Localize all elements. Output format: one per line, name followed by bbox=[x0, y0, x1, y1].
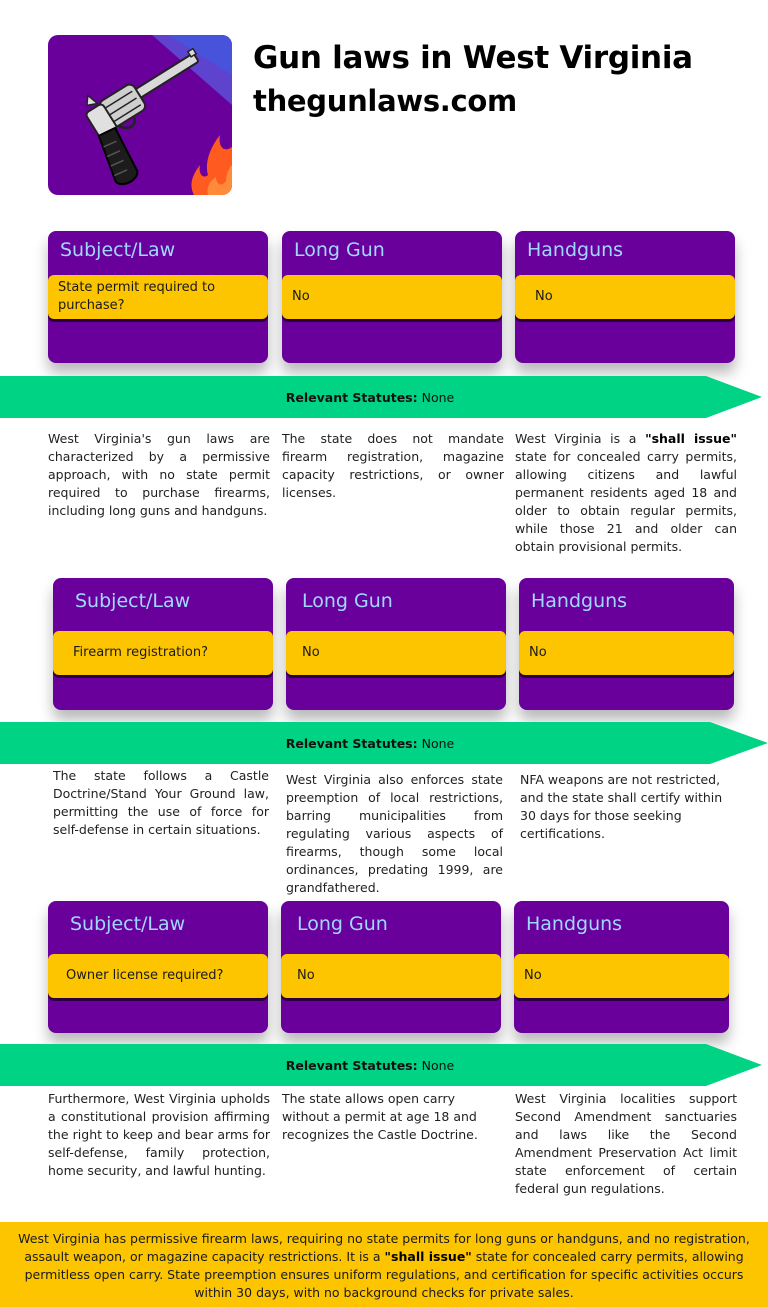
revolver-icon bbox=[48, 35, 232, 195]
card-long-gun bbox=[286, 578, 506, 710]
card-value: Owner license required? bbox=[48, 954, 268, 998]
card-header: Handguns bbox=[531, 590, 628, 612]
page-title: Gun laws in West Virginia bbox=[253, 40, 693, 76]
paragraph: The state follows a Castle Doctrine/Stand Your Ground law, permitting the use of force for self-defense in certain situations. bbox=[53, 768, 269, 837]
card-long-gun bbox=[282, 231, 502, 363]
card-subject-law bbox=[48, 901, 268, 1033]
statutes-label: Relevant Statutes: bbox=[285, 389, 418, 405]
card-header: Subject/Law bbox=[70, 913, 186, 935]
summary-footer: West Virginia has permissive firearm laws, requiring no state permits for long guns or handguns, and no registration, assault weapon, or magazine capacity restrictions. It is a "shall issue" state for concealed carry permits, allowing permitless open carry. State preemption ensures uniform regulations, and certification for specific activities occurs within 30 days, with no background checks for private sales. bbox=[0, 1222, 768, 1307]
card-header: Handguns bbox=[526, 913, 623, 935]
paragraph: Furthermore, West Virginia upholds a constitutional provision affirming the right to keep and bear arms for self-defense, family protection, home security, and lawful hunting. bbox=[48, 1091, 270, 1178]
card-header: Subject/Law bbox=[60, 239, 176, 261]
statutes-label: Relevant Statutes: bbox=[285, 1057, 418, 1073]
card-subject-law bbox=[48, 231, 268, 363]
card-header: Subject/Law bbox=[75, 590, 191, 612]
paragraph: West Virginia is a "shall issue" state for concealed carry permits, allowing citizens and lawful permanent residents aged 18 and older to obtain regular permits, while those 21 and older can obtain provisional permits. bbox=[515, 431, 738, 554]
statutes-value: None bbox=[421, 1057, 455, 1073]
card-value: No bbox=[282, 275, 502, 319]
statutes-banner bbox=[0, 722, 768, 764]
logo-image bbox=[48, 35, 232, 195]
paragraph: The state allows open carry without a permit at age 18 and recognizes the Castle Doctrine. bbox=[282, 1091, 478, 1142]
card-subject-law bbox=[53, 578, 273, 710]
card-header: Long Gun bbox=[297, 913, 388, 935]
card-value: No bbox=[514, 954, 729, 998]
flame-icon bbox=[192, 135, 232, 195]
card-header: Handguns bbox=[527, 239, 624, 261]
card-header: Long Gun bbox=[294, 239, 385, 261]
card-value: Firearm registration? bbox=[53, 631, 273, 675]
card-value: No bbox=[515, 275, 735, 319]
paragraph: NFA weapons are not restricted, and the state shall certify within 30 days for those seeking certifications. bbox=[520, 772, 723, 841]
card-value: No bbox=[281, 954, 501, 998]
statutes-value: None bbox=[421, 735, 455, 751]
paragraph: West Virginia also enforces state preemption of local restrictions, barring municipalities from regulating various aspects of firearms, though some local ordinances, predating 1999, are grandfathered. bbox=[286, 772, 503, 895]
card-handguns bbox=[514, 901, 729, 1033]
paragraph: West Virginia's gun laws are characterized by a permissive approach, with no state permit required to purchase firearms, including long guns and handguns. bbox=[48, 431, 270, 518]
paragraph: West Virginia localities support Second Amendment sanctuaries and laws like the Second Amendment Preservation Act limit state enforcement of certain federal gun regulations. bbox=[515, 1091, 737, 1196]
statutes-label: Relevant Statutes: bbox=[285, 735, 418, 751]
card-handguns bbox=[515, 231, 735, 363]
statutes-value: None bbox=[421, 389, 455, 405]
paragraph: The state does not mandate firearm registration, magazine capacity restrictions, or owner licenses. bbox=[282, 431, 504, 500]
card-value: No bbox=[286, 631, 506, 675]
card-header: Long Gun bbox=[302, 590, 393, 612]
card-handguns bbox=[519, 578, 734, 710]
statutes-banner bbox=[0, 1044, 768, 1086]
card-long-gun bbox=[281, 901, 501, 1033]
card-value: No bbox=[519, 631, 734, 675]
card-value: State permit required to purchase? bbox=[48, 275, 268, 319]
statutes-banner bbox=[0, 376, 768, 418]
site-name: thegunlaws.com bbox=[253, 84, 517, 118]
